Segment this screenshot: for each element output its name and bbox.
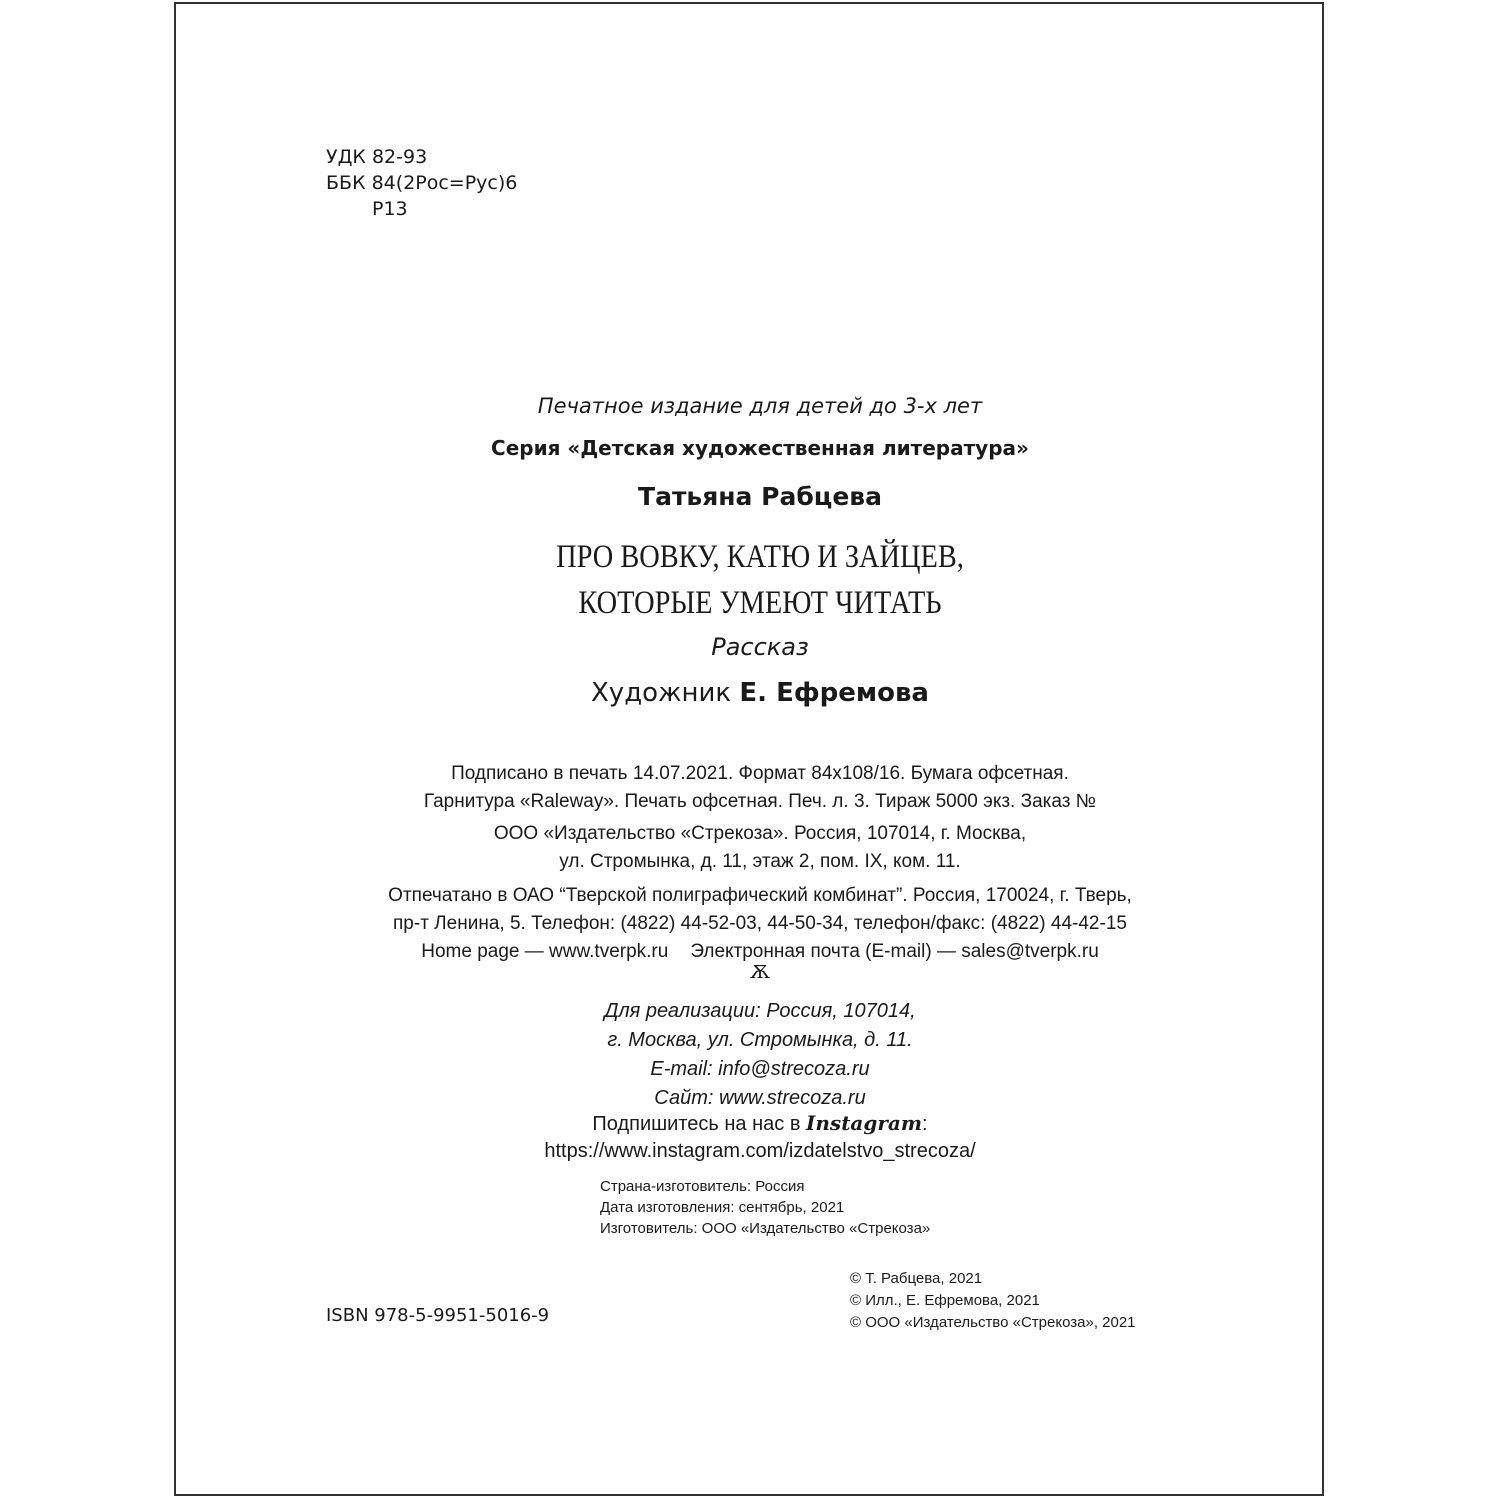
instagram-brand: Instagram xyxy=(806,1111,923,1135)
print-technical-info xyxy=(300,760,1220,816)
copyright-line: © Т. Рабцева, 2021 xyxy=(850,1270,983,1287)
copyright-line: © ООО «Издательство «Стрекоза», 2021 xyxy=(850,1314,1136,1331)
illustrator-label: Художник xyxy=(591,678,732,708)
book-title-line1: ПРО ВОВКУ, КАТЮ И ЗАЙЦЕВ, xyxy=(556,539,964,575)
illustrator-credit xyxy=(300,678,1220,708)
sales-line: Для реализации: Россия, 107014, xyxy=(604,1000,916,1022)
instagram-suffix: : xyxy=(922,1113,928,1135)
author-mark: Р13 xyxy=(372,198,408,220)
printer-logo-icon: Ѫ xyxy=(749,962,771,983)
copyright-line: © Илл., Е. Ефремова, 2021 xyxy=(850,1292,1040,1309)
printer-line: Отпечатано в ОАО “Тверской полиграфический комбинат”. Россия, 170024, г. Тверь, xyxy=(388,885,1132,906)
age-rating-note: Печатное издание для детей до 3-х лет xyxy=(537,394,983,418)
manufacturer-info xyxy=(600,1176,930,1239)
printer-info xyxy=(300,882,1220,966)
printer-email: Электронная почта (E-mail) — sales@tverpk.ru xyxy=(690,941,1099,962)
series-name: Серия «Детская художественная литература» xyxy=(491,436,1029,460)
author-name: Татьяна Рабцева xyxy=(638,482,882,511)
publisher-address xyxy=(300,820,1220,876)
book-title-line2: КОТОРЫЕ УМЕЮТ ЧИТАТЬ xyxy=(578,585,942,621)
technical-line: Подписано в печать 14.07.2021. Формат 84x108/16. Бумага офсетная. xyxy=(451,763,1069,784)
book-title xyxy=(364,534,1155,626)
printer-homepage: Home page — www.tverpk.ru xyxy=(421,941,669,962)
bbk-code: ББК 84(2Рос=Рус)6 xyxy=(326,172,518,194)
sales-address xyxy=(300,997,1220,1113)
manufacture-date: Дата изготовления: сентябрь, 2021 xyxy=(600,1199,845,1216)
instagram-prefix: Подпишитесь на нас в xyxy=(592,1113,801,1135)
instagram-url: https://www.instagram.com/izdatelstvo_strecoza/ xyxy=(544,1140,976,1162)
technical-line: Гарнитура «Raleway». Печать офсетная. Печ. л. 3. Тираж 5000 экз. Заказ № xyxy=(423,791,1097,812)
genre: Рассказ xyxy=(711,633,809,661)
manufacturer-name: Изготовитель: ООО «Издательство «Стрекоза» xyxy=(600,1220,931,1237)
illustrator-name: Е. Ефремова xyxy=(739,678,929,708)
udk-code: УДК 82-93 xyxy=(326,146,428,168)
printer-line: пр-т Ленина, 5. Телефон: (4822) 44-52-03, 44-50-34, телефон/факс: (4822) 44-42-15 xyxy=(393,913,1127,934)
isbn: ISBN 978-5-9951-5016-9 xyxy=(326,1305,550,1326)
instagram-invite xyxy=(300,1110,1220,1138)
publisher-line: ООО «Издательство «Стрекоза». Россия, 107014, г. Москва, xyxy=(493,823,1027,844)
manufacturer-country: Страна-изготовитель: Россия xyxy=(600,1178,805,1195)
sales-email: E-mail: info@strecoza.ru xyxy=(650,1058,870,1080)
page-border xyxy=(174,2,1324,1496)
classification-codes xyxy=(326,144,517,222)
instagram-block xyxy=(300,1110,1220,1165)
publisher-line: ул. Стромынка, д. 11, этаж 2, пом. IX, ком. 11. xyxy=(559,851,961,872)
sales-line: г. Москва, ул. Стромынка, д. 11. xyxy=(607,1029,913,1051)
sales-website: Сайт: www.strecoza.ru xyxy=(654,1087,866,1109)
copyright-block xyxy=(850,1268,1136,1334)
